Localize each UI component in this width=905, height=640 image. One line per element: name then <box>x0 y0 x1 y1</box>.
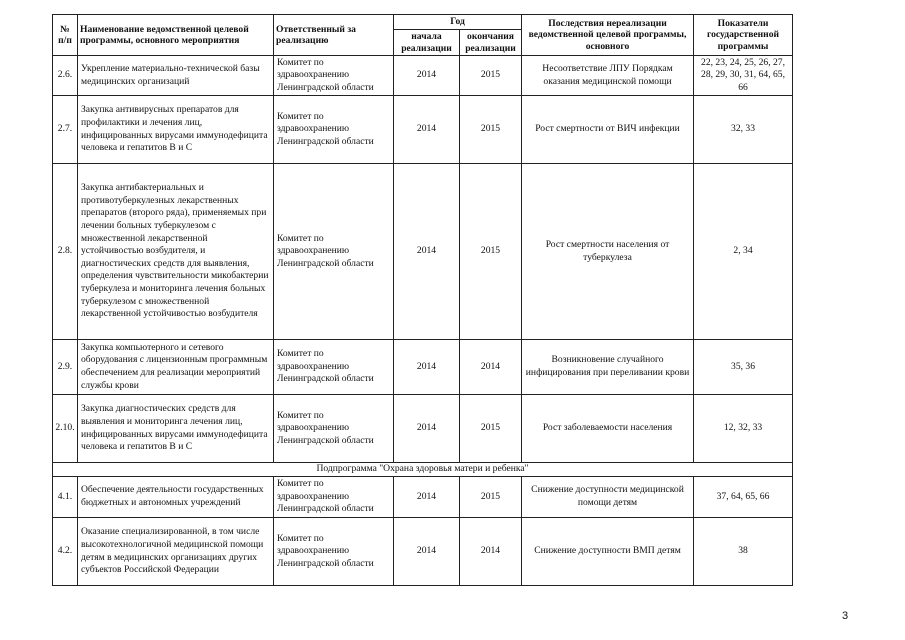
row-indicators: 35, 36 <box>694 340 793 395</box>
row-num: 2.6. <box>53 56 78 96</box>
row-responsible: Комитет по здравоохранению Ленинградской области <box>274 96 394 164</box>
subprogram-row <box>53 463 793 477</box>
row-end: 2015 <box>460 164 522 340</box>
header-indicators: Показатели государственной программы <box>694 15 793 56</box>
header-num: № п/п <box>53 15 78 56</box>
row-indicators: 37, 64, 65, 66 <box>694 477 793 518</box>
row-end: 2014 <box>460 340 522 395</box>
row-start: 2014 <box>394 164 460 340</box>
row-end: 2014 <box>460 518 522 586</box>
document-sheet <box>52 14 792 586</box>
row-name: Закупка антибактериальных и противотуберкулезных лекарственных препаратов (второго ряда), применяемых при лечении больных туберкулезом с множественной лекарственной устойчивостью возбудителя, и диагностических средств для выявления, определения чувствительности микобактерии туберкулеза и мониторинга лечения больных туберкулезом с множественной лекарственной устойчивостью возбудителя <box>78 164 274 340</box>
row-responsible: Комитет по здравоохранению Ленинградской области <box>274 340 394 395</box>
row-responsible: Комитет по здравоохранению Ленинградской области <box>274 477 394 518</box>
row-consequences: Несоответствие ЛПУ Порядкам оказания медицинской помощи <box>522 56 694 96</box>
header-start: начала реализации <box>394 30 460 56</box>
row-num: 2.7. <box>53 96 78 164</box>
row-indicators: 2, 34 <box>694 164 793 340</box>
row-indicators: 22, 23, 24, 25, 26, 27, 28, 29, 30, 31, 64, 65, 66 <box>694 56 793 96</box>
table-row <box>53 477 793 518</box>
table-row <box>53 96 793 164</box>
row-consequences: Рост смертности от ВИЧ инфекции <box>522 96 694 164</box>
row-responsible: Комитет по здравоохранению Ленинградской области <box>274 164 394 340</box>
row-name: Закупка компьютерного и сетевого оборудования с лицензионным программным обеспечением для реализации мероприятий службы крови <box>78 340 274 395</box>
row-num: 2.10. <box>53 395 78 463</box>
row-consequences: Возникновение случайного инфицирования при переливании крови <box>522 340 694 395</box>
row-responsible: Комитет по здравоохранению Ленинградской области <box>274 395 394 463</box>
row-responsible: Комитет по здравоохранению Ленинградской области <box>274 56 394 96</box>
header-row-1 <box>53 15 793 30</box>
row-start: 2014 <box>394 340 460 395</box>
header-consequences: Последствия нереализации ведомственной целевой программы, основного <box>522 15 694 56</box>
row-num: 2.9. <box>53 340 78 395</box>
row-start: 2014 <box>394 96 460 164</box>
row-indicators: 12, 32, 33 <box>694 395 793 463</box>
row-end: 2015 <box>460 477 522 518</box>
row-name: Обеспечение деятельности государственных бюджетных и автономных учреждений <box>78 477 274 518</box>
row-num: 2.8. <box>53 164 78 340</box>
row-start: 2014 <box>394 518 460 586</box>
row-start: 2014 <box>394 56 460 96</box>
row-consequences: Рост заболеваемости населения <box>522 395 694 463</box>
header-responsible: Ответственный за реализацию <box>274 15 394 56</box>
row-num: 4.2. <box>53 518 78 586</box>
table-row <box>53 164 793 340</box>
row-consequences: Снижение доступности ВМП детям <box>522 518 694 586</box>
table-row <box>53 56 793 96</box>
row-num: 4.1. <box>53 477 78 518</box>
row-name: Оказание специализированной, в том числе высокотехнологичной медицинской помощи детям в медицинских организациях других субъектов Российской Федерации <box>78 518 274 586</box>
row-end: 2015 <box>460 96 522 164</box>
row-start: 2014 <box>394 395 460 463</box>
row-indicators: 32, 33 <box>694 96 793 164</box>
program-table <box>52 14 793 586</box>
header-name: Наименование ведомственной целевой программы, основного мероприятия <box>78 15 274 56</box>
row-name: Закупка диагностических средств для выявления и мониторинга лечения лиц, инфицированных вирусами иммунодефицита человека и гепатитов В и С <box>78 395 274 463</box>
row-name: Укрепление материально-технической базы медицинских организаций <box>78 56 274 96</box>
row-name: Закупка антивирусных препаратов для профилактики и лечения лиц, инфицированных вирусами иммунодефицита человека и гепатитов В и С <box>78 96 274 164</box>
row-end: 2015 <box>460 56 522 96</box>
row-end: 2015 <box>460 395 522 463</box>
page-number: 3 <box>842 610 849 622</box>
row-consequences: Рост смертности населения от туберкулеза <box>522 164 694 340</box>
row-consequences: Снижение доступности медицинской помощи детям <box>522 477 694 518</box>
row-start: 2014 <box>394 477 460 518</box>
row-responsible: Комитет по здравоохранению Ленинградской области <box>274 518 394 586</box>
header-end: окончания реализации <box>460 30 522 56</box>
subprogram-title: Подпрограмма "Охрана здоровья матери и ребенка" <box>53 463 793 477</box>
table-row <box>53 340 793 395</box>
row-indicators: 38 <box>694 518 793 586</box>
table-row <box>53 395 793 463</box>
header-year: Год <box>394 15 522 30</box>
table-row <box>53 518 793 586</box>
